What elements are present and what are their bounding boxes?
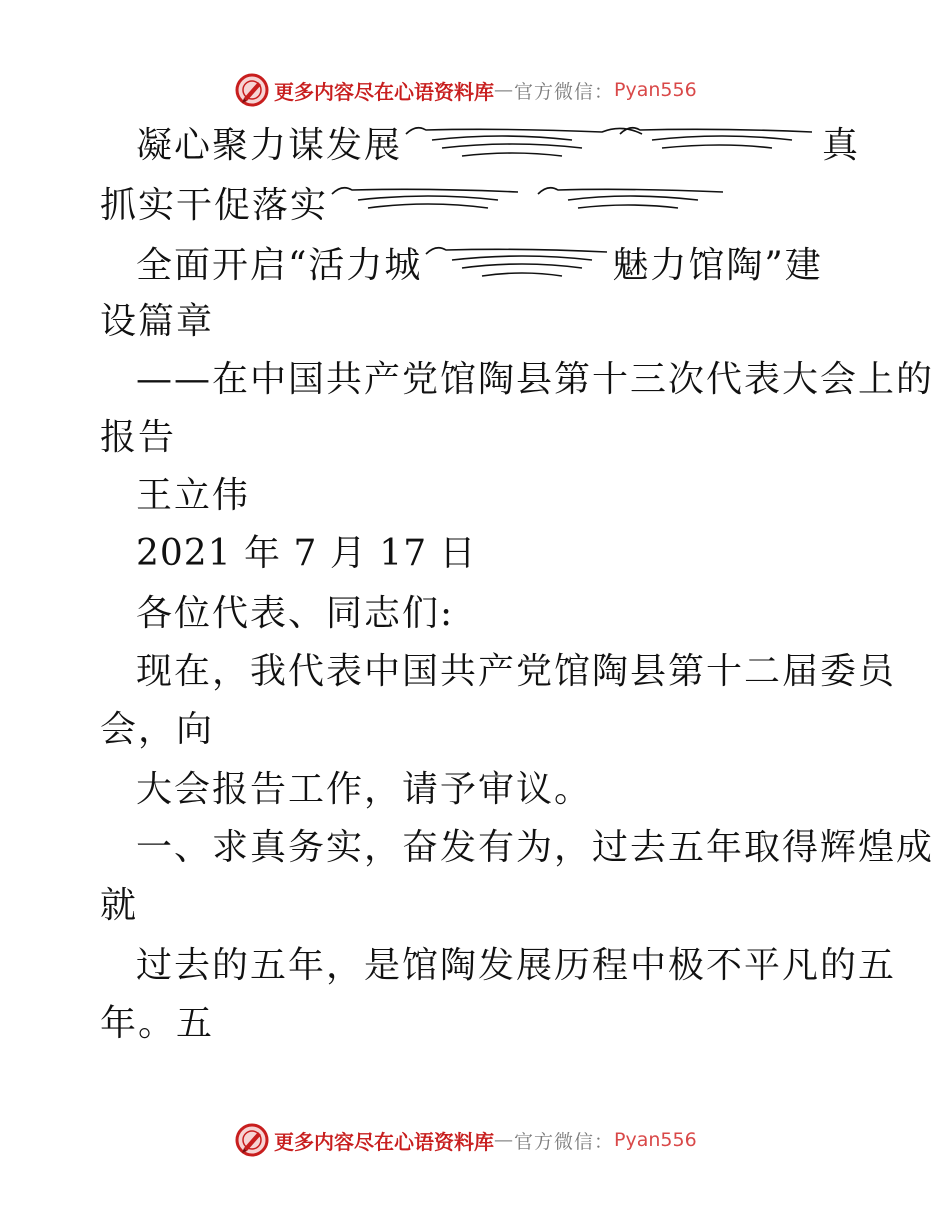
watermark-brand-text: 更多内容尽在心语资料库 xyxy=(274,1129,494,1154)
subtitle-text-a: 全面开启“活力城 xyxy=(136,245,423,286)
report-date: 2021 年 7 月 17 日 xyxy=(136,533,477,574)
watermark-wechat-id: Pyan556 xyxy=(614,1129,697,1151)
title-text-c: 抓实干促落实 xyxy=(100,185,329,226)
watermark-dash: — xyxy=(494,1129,514,1151)
watermark-wechat-label: 官方微信： xyxy=(514,1130,615,1153)
para3-line-1: 过去的五年，是馆陶发展历程中极不平凡的五 xyxy=(136,945,897,986)
title-line-2 xyxy=(100,180,728,232)
subtitle-line-2: 设篇章 xyxy=(100,301,215,342)
title-line-1 xyxy=(136,120,860,172)
para1-line-2: 会，向 xyxy=(100,709,215,750)
section1-line-2: 就 xyxy=(100,885,139,926)
header-watermark xyxy=(234,70,697,110)
pen-logo-icon xyxy=(234,1122,270,1158)
footer-watermark xyxy=(234,1120,697,1160)
title-text-a: 凝心聚力谋发展 xyxy=(136,125,403,166)
subtitle-text-b: 魅力馆陶”建 xyxy=(612,245,823,286)
wave-mark xyxy=(422,240,612,280)
wave-mark xyxy=(402,120,822,160)
para3-line-2: 年。五 xyxy=(100,1003,215,1044)
author-name: 王立伟 xyxy=(136,475,251,516)
watermark-dash: — xyxy=(494,79,514,101)
report-line-1: ——在中国共产党馆陶县第十三次代表大会上的 xyxy=(136,359,935,400)
title-text-b: 真 xyxy=(822,125,861,166)
watermark-wechat-label: 官方微信： xyxy=(514,80,615,103)
greeting: 各位代表、同志们: xyxy=(136,593,455,634)
report-line-2: 报告 xyxy=(100,417,177,458)
pen-logo-icon xyxy=(234,72,270,108)
wave-mark xyxy=(328,180,728,220)
para2: 大会报告工作，请予审议。 xyxy=(136,769,593,810)
watermark-brand-text: 更多内容尽在心语资料库 xyxy=(274,79,494,104)
watermark-wechat-id: Pyan556 xyxy=(614,79,697,101)
section1-line-1: 一、求真务实，奋发有为，过去五年取得辉煌成 xyxy=(136,827,935,868)
para1-line-1: 现在，我代表中国共产党馆陶县第十二届委员 xyxy=(136,651,897,692)
subtitle-line-1 xyxy=(136,240,823,292)
